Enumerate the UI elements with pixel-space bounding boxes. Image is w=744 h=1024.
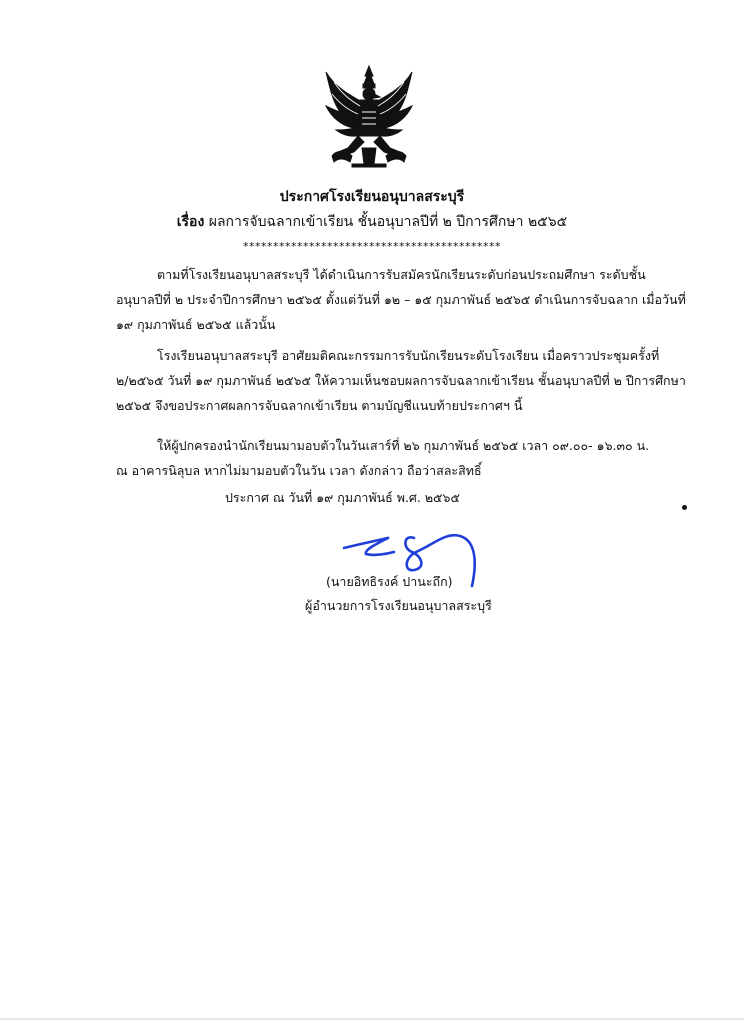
paragraph-1-line-2: อนุบาลปีที่ ๒ ประจำปีการศึกษา ๒๕๖๕ ตั้งแต่วันที่ ๑๒ – ๑๕ กุมภาพันธ์ ๒๕๖๕ ดำเนินการจับฉลาก เมื่อวันที่ [116, 292, 686, 307]
scan-edge [0, 1018, 744, 1020]
announcement-date: ประกาศ ณ วันที่ ๑๙ กุมภาพันธ์ พ.ศ. ๒๕๖๕ [225, 490, 460, 505]
announcement-title: ประกาศโรงเรียนอนุบาลสระบุรี [279, 189, 465, 205]
divider-stars: ******************************************* [243, 240, 501, 253]
signer-name: (นายอิทธิรงค์ ปานะถึก) [326, 574, 453, 589]
paragraph-2 [116, 343, 686, 418]
signer-position: ผู้อำนวยการโรงเรียนอนุบาลสระบุรี [305, 598, 492, 613]
scan-speck [682, 505, 687, 510]
subject-label: เรื่อง [176, 214, 205, 230]
paragraph-1-line-1: ตามที่โรงเรียนอนุบาลสระบุรี ได้ดำเนินการรับสมัครนักเรียนระดับก่อนประถมศึกษา ระดับชั้น [157, 267, 646, 282]
announcement-subject [0, 211, 744, 233]
paragraph-2-line-2: ๒/๒๕๖๕ วันที่ ๑๙ กุมภาพันธ์ ๒๕๖๕ ให้ความเห็นชอบผลการจับฉลากเข้าเรียน ชั้นอนุบาลปีที่ ๒ ปีการศึกษา [116, 373, 686, 388]
paragraph-3 [116, 433, 676, 483]
paragraph-1-line-3: ๑๙ กุมภาพันธ์ ๒๕๖๕ แล้วนั้น [116, 317, 276, 332]
paragraph-2-line-3: ๒๕๖๕ จึงขอประกาศผลการจับฉลากเข้าเรียน ตามบัญชีแนบท้ายประกาศฯ นี้ [116, 398, 523, 413]
paragraph-1 [116, 262, 686, 337]
garuda-emblem-icon [322, 64, 416, 170]
subject-text: ผลการจับฉลากเข้าเรียน ชั้นอนุบาลปีที่ ๒ ปีการศึกษา ๒๕๖๕ [208, 214, 568, 230]
paragraph-2-line-1: โรงเรียนอนุบาลสระบุรี อาศัยมติคณะกรรมการรับนักเรียนระดับโรงเรียน เมื่อคราวประชุมครั้งที่ [157, 348, 660, 363]
paragraph-3-line-1: ให้ผู้ปกครองนำนักเรียนมามอบตัวในวันเสาร์ที่ ๒๖ กุมภาพันธ์ ๒๕๖๕ เวลา ๐๙.๐๐- ๑๖.๓๐ น. [157, 438, 650, 453]
paragraph-3-line-2: ณ อาคารนิลุบล หากไม่มามอบตัวในวัน เวลา ดังกล่าว ถือว่าสละสิทธิ์ [116, 463, 482, 478]
